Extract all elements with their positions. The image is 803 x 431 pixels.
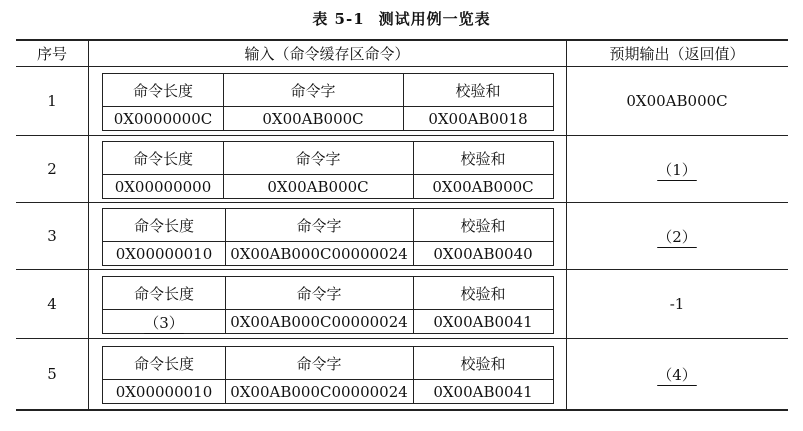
row-2-length: 0X00000000 bbox=[114, 178, 212, 196]
row-2-output bbox=[566, 136, 788, 202]
caption-text: 测试用例一览表 bbox=[378, 10, 491, 28]
label-command: 命令字 bbox=[296, 284, 342, 303]
label-checksum: 校验和 bbox=[455, 81, 501, 100]
row-1-output: 0X00AB000C bbox=[626, 92, 728, 110]
row-5-length: 0X00000010 bbox=[115, 383, 213, 401]
row-5-checksum: 0X00AB0041 bbox=[433, 383, 533, 401]
caption-number: 表 5-1 bbox=[312, 10, 365, 28]
label-checksum: 校验和 bbox=[460, 216, 506, 235]
answer-blank-3: （3） bbox=[144, 313, 184, 332]
row-2-command-box bbox=[102, 141, 554, 199]
row-3-command: 0X00AB000C00000024 bbox=[230, 245, 408, 263]
label-command: 命令字 bbox=[295, 149, 341, 168]
row-1-command: 0X00AB000C bbox=[262, 110, 364, 128]
header-seq: 序号 bbox=[36, 44, 67, 63]
table-caption bbox=[0, 8, 803, 29]
row-3-length: 0X00000010 bbox=[115, 245, 213, 263]
row-4-output: -1 bbox=[669, 295, 685, 313]
label-length: 命令长度 bbox=[132, 149, 193, 168]
label-command: 命令字 bbox=[296, 354, 342, 373]
row-4-seq: 4 bbox=[47, 295, 57, 313]
label-command: 命令字 bbox=[290, 81, 336, 100]
column-divider bbox=[88, 39, 89, 411]
row-5-seq: 5 bbox=[47, 365, 57, 383]
label-length: 命令长度 bbox=[133, 216, 194, 235]
row-2-checksum: 0X00AB000C bbox=[432, 178, 534, 196]
answer-blank-4: （4） bbox=[657, 365, 697, 384]
row-3-command-box bbox=[102, 208, 554, 266]
label-command: 命令字 bbox=[296, 216, 342, 235]
label-checksum: 校验和 bbox=[460, 284, 506, 303]
label-length: 命令长度 bbox=[132, 81, 193, 100]
table-bottom-rule bbox=[16, 409, 788, 411]
row-4-command: 0X00AB000C00000024 bbox=[230, 313, 408, 331]
row-3-seq: 3 bbox=[47, 227, 57, 245]
row-5-command-box bbox=[102, 346, 554, 404]
label-length: 命令长度 bbox=[133, 354, 194, 373]
label-checksum: 校验和 bbox=[460, 149, 506, 168]
row-1-checksum: 0X00AB0018 bbox=[428, 110, 528, 128]
row-1-seq: 1 bbox=[47, 92, 57, 110]
test-case-table bbox=[16, 39, 788, 411]
row-4-checksum: 0X00AB0041 bbox=[433, 313, 533, 331]
row-3-output bbox=[566, 203, 788, 269]
header-input: 输入（命令缓存区命令） bbox=[244, 44, 410, 63]
answer-blank-2: （2） bbox=[657, 227, 697, 246]
header-output: 预期输出（返回值） bbox=[609, 44, 745, 63]
row-2-command: 0X00AB000C bbox=[267, 178, 369, 196]
label-checksum: 校验和 bbox=[460, 354, 506, 373]
row-5-output bbox=[566, 339, 788, 409]
row-4-command-box bbox=[102, 276, 554, 334]
row-2-seq: 2 bbox=[47, 160, 57, 178]
label-length: 命令长度 bbox=[133, 284, 194, 303]
row-1-command-box bbox=[102, 73, 554, 131]
row-4-length bbox=[103, 310, 225, 334]
row-5-command: 0X00AB000C00000024 bbox=[230, 383, 408, 401]
row-3-checksum: 0X00AB0040 bbox=[433, 245, 533, 263]
answer-blank-1: （1） bbox=[657, 160, 697, 179]
row-1-length: 0X0000000C bbox=[113, 110, 213, 128]
